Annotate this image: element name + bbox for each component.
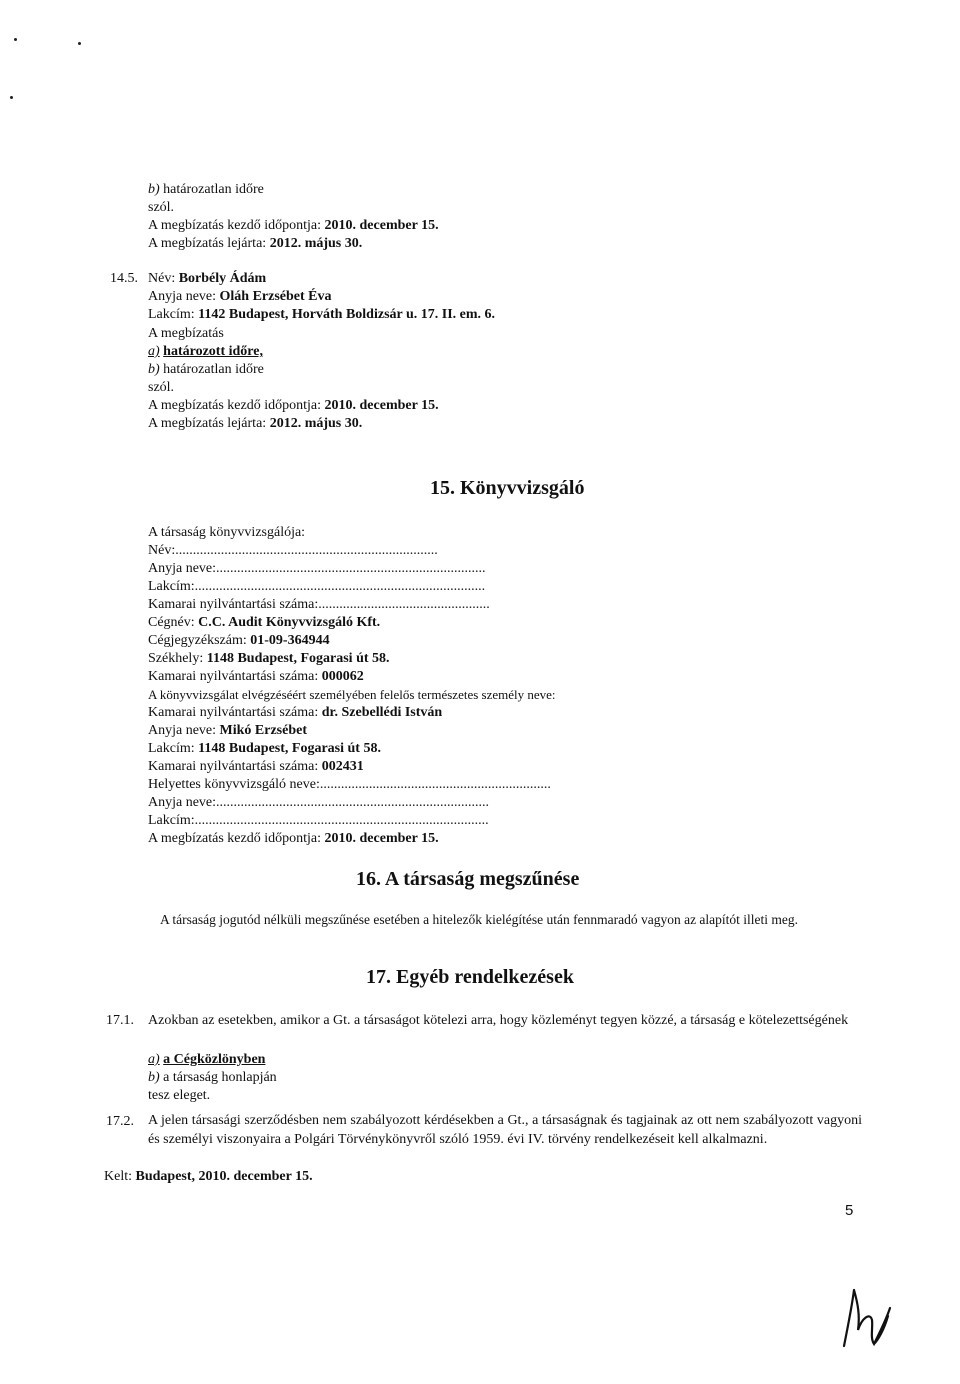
option-text: határozott időre, — [163, 344, 263, 359]
blank-dots: ................................................. — [318, 597, 490, 612]
option-text: a Cégközlönyben — [163, 1052, 266, 1067]
blank-dots: .................................................................................... — [194, 813, 489, 828]
chamber-value: 000062 — [321, 669, 364, 684]
option-text: határozatlan időre — [163, 362, 264, 377]
end-value: 2012. május 30. — [269, 236, 363, 251]
blank-dots: ........................................................................... — [175, 543, 438, 558]
name-value: Borbély Ádám — [178, 271, 267, 286]
paragraph: A társaság jogutód nélküli megszűnése esetében a hitelezők kielégítése után fennmaradó vagyon az alapítót illeti meg. — [160, 912, 799, 927]
address-label: Lakcím: — [148, 741, 199, 756]
company-line — [148, 614, 380, 631]
mother-blank-line — [148, 794, 489, 811]
start-value: 2010. december 15. — [324, 218, 439, 233]
chamber-blank-line — [148, 596, 490, 613]
scan-speck — [78, 42, 81, 45]
mandate-end-line — [148, 235, 362, 252]
closing-line: tesz eleget. — [148, 1088, 211, 1103]
address-label: Lakcím: — [148, 813, 195, 828]
deputy-label: Helyettes könyvvizsgáló neve: — [148, 777, 320, 792]
blank-dots: .................................................................. — [319, 777, 551, 792]
signature-initials-icon — [840, 1286, 900, 1350]
chamber-label: Kamarai nyilvántartási száma: — [148, 759, 322, 774]
seat-value: 1148 Budapest, Fogarasi út 58. — [206, 651, 390, 666]
regno-line — [148, 632, 330, 649]
start-value: 2010. december 15. — [324, 398, 439, 413]
paragraph-number: 17.2. — [106, 1114, 134, 1129]
mother-label: Anyja neve: — [148, 795, 217, 810]
seat-line — [148, 650, 390, 667]
option-b-line — [148, 361, 264, 378]
option-b-line — [148, 181, 264, 198]
signed-label: Kelt: — [104, 1169, 136, 1184]
mandate-start-line — [148, 830, 439, 847]
signed-value: Budapest, 2010. december 15. — [135, 1169, 313, 1184]
mother-line — [148, 722, 307, 739]
szol-line: szól. — [148, 380, 175, 395]
signed-line — [104, 1168, 313, 1185]
mother-line — [148, 288, 332, 305]
option-label: b) — [148, 362, 160, 377]
item-number: 14.5. — [110, 271, 138, 286]
scan-speck — [10, 96, 13, 99]
end-value: 2012. május 30. — [269, 416, 363, 431]
section-heading: 15. Könyvvizsgáló — [430, 477, 585, 499]
address-blank-line — [148, 812, 489, 829]
option-text: határozatlan időre — [163, 182, 264, 197]
mother-label: Anyja neve: — [148, 723, 220, 738]
option-label: a) — [148, 1052, 160, 1067]
section-heading: 17. Egyéb rendelkezések — [366, 966, 574, 988]
regno-value: 01-09-364944 — [250, 633, 330, 648]
paragraph: Azokban az esetekben, amikor a Gt. a társaságot kötelezi arra, hogy közleményt tegyen közzé, a társaság e kötelezettségének — [148, 1013, 849, 1028]
name-label: Név: — [148, 271, 179, 286]
page-number: 5 — [845, 1202, 854, 1219]
chamber-label: Kamarai nyilvántartási száma: — [148, 597, 319, 612]
option-a-line — [148, 1051, 265, 1068]
option-label: b) — [148, 182, 160, 197]
blank-dots: .............................................................................. — [216, 795, 490, 810]
chamber-line — [148, 758, 364, 775]
blank-dots: ............................................................................. — [216, 561, 486, 576]
end-label: A megbízatás lejárta: — [148, 236, 270, 251]
mandate-start-line — [148, 397, 439, 414]
seat-label: Székhely: — [148, 651, 207, 666]
regno-label: Cégjegyzékszám: — [148, 633, 251, 648]
option-a-line — [148, 343, 263, 360]
option-b-line — [148, 1069, 277, 1086]
chamber-value: 002431 — [321, 759, 364, 774]
blank-dots: ................................................................................... — [194, 579, 486, 594]
mother-value: Oláh Erzsébet Éva — [219, 289, 332, 304]
mandate-end-line — [148, 415, 362, 432]
company-value: C.C. Audit Könyvvizsgáló Kft. — [198, 615, 381, 630]
address-value: 1148 Budapest, Fogarasi út 58. — [198, 741, 381, 756]
name-line — [148, 270, 266, 287]
mother-value: Mikó Erzsébet — [219, 723, 308, 738]
auditor-label: A társaság könyvvizsgálója: — [148, 525, 306, 540]
mother-blank-line — [148, 560, 486, 577]
start-label: A megbízatás kezdő időpontja: — [148, 218, 325, 233]
responsible-person-line: A könyvvizsgálat elvégzéséért személyében felelős természetes személy neve: — [148, 687, 556, 702]
chamber-line — [148, 668, 364, 685]
scan-speck — [14, 38, 17, 41]
szol-line: szól. — [148, 200, 175, 215]
paragraph: A jelen társasági szerződésben nem szabályozott kérdésekben a Gt., a társaságnak és tagjainak az ott nem szabályozott vagyoni és személyi viszonyaira a Polgári Törvénykönyvről szóló 1959. évi IV. törvény rendelkezéseit kell alkalmazni. — [148, 1113, 862, 1147]
name-blank-line — [148, 542, 438, 559]
address-value: 1142 Budapest, Horváth Boldizsár u. 17. II. em. 6. — [198, 307, 496, 322]
section-heading: 16. A társaság megszűnése — [356, 868, 580, 890]
option-text: a társaság honlapján — [163, 1070, 277, 1085]
mother-label: Anyja neve: — [148, 289, 220, 304]
name-label: Név: — [148, 543, 176, 558]
address-label: Lakcím: — [148, 579, 195, 594]
end-label: A megbízatás lejárta: — [148, 416, 270, 431]
deputy-blank-line — [148, 776, 551, 793]
company-label: Cégnév: — [148, 615, 199, 630]
address-blank-line — [148, 578, 485, 595]
mandate-line: A megbízatás — [148, 326, 224, 341]
address-line — [148, 306, 495, 323]
option-label: b) — [148, 1070, 160, 1085]
option-label: a) — [148, 344, 160, 359]
chamber-value: dr. Szebellédi István — [321, 705, 443, 720]
mandate-start-line — [148, 217, 439, 234]
start-label: A megbízatás kezdő időpontja: — [148, 831, 325, 846]
address-label: Lakcím: — [148, 307, 199, 322]
mother-label: Anyja neve: — [148, 561, 217, 576]
address-line — [148, 740, 381, 757]
start-label: A megbízatás kezdő időpontja: — [148, 398, 325, 413]
chamber-line — [148, 704, 442, 721]
paragraph-number: 17.1. — [106, 1013, 134, 1028]
chamber-label: Kamarai nyilvántartási száma: — [148, 669, 322, 684]
start-value: 2010. december 15. — [324, 831, 439, 846]
chamber-label: Kamarai nyilvántartási száma: — [148, 705, 322, 720]
